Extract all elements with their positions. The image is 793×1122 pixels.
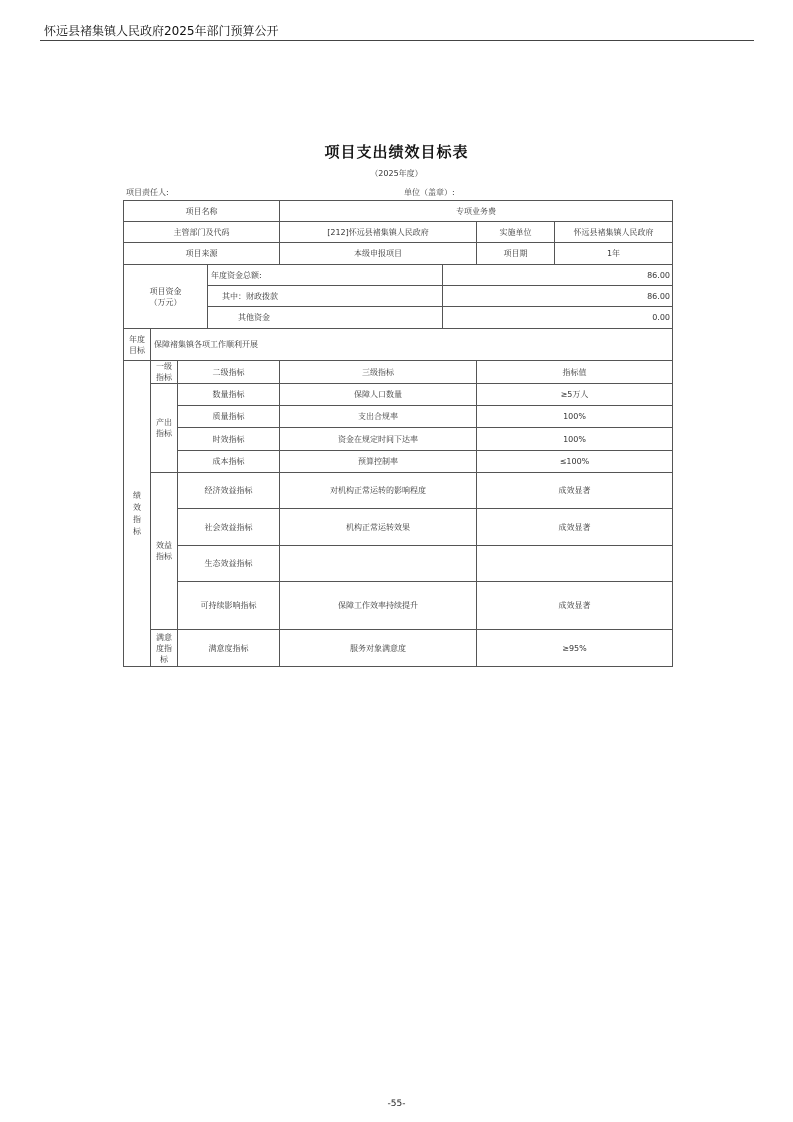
page-number: -55- bbox=[387, 1099, 406, 1109]
page-header-title: 怀远县褚集镇人民政府2025年部门预算公开 bbox=[44, 24, 279, 38]
table-row-sustainable-l2: 可持续影响指标 bbox=[178, 582, 280, 630]
funds-fiscal-value: 86.00 bbox=[443, 286, 673, 307]
responsible-person-label: 项目责任人: bbox=[126, 188, 169, 197]
project-funds-label bbox=[124, 265, 208, 329]
table-row-satisfaction-l2: 满意度指标 bbox=[178, 630, 280, 667]
table-row-social-value: 成效显著 bbox=[477, 509, 673, 546]
unit-seal-label: 单位（盖章）: bbox=[404, 188, 455, 197]
table-row-timeliness-l3: 资金在规定时间下达率 bbox=[280, 428, 477, 451]
table-row-cost-l3: 预算控制率 bbox=[280, 451, 477, 473]
table-row-cost-value: ≤100% bbox=[477, 451, 673, 473]
level1-header-text: 一级指标 bbox=[156, 362, 172, 382]
benefit-indicators-label-text: 效益指标 bbox=[156, 541, 172, 561]
annual-goal-label bbox=[124, 329, 151, 361]
benefit-indicators-label bbox=[151, 473, 178, 630]
project-period-label: 项目期 bbox=[477, 243, 555, 265]
funds-other-label: 其他资金 bbox=[208, 307, 443, 329]
level1-header bbox=[151, 361, 178, 384]
perf-indicators-label bbox=[124, 361, 151, 667]
dept-label: 主管部门及代码 bbox=[124, 222, 280, 243]
funds-other-value: 0.00 bbox=[443, 307, 673, 329]
table-row-quantity-value: ≥5万人 bbox=[477, 384, 673, 406]
satisfaction-indicators-label-text: 满意度指标 bbox=[156, 632, 172, 664]
table-row-sustainable-l3: 保障工作效率持续提升 bbox=[280, 582, 477, 630]
document-year: （2025年度） bbox=[370, 169, 423, 178]
value-header: 指标值 bbox=[477, 361, 673, 384]
table-row-timeliness-value: 100% bbox=[477, 428, 673, 451]
table-row-quality-l3: 支出合规率 bbox=[280, 406, 477, 428]
project-name-value: 专项业务费 bbox=[280, 201, 673, 222]
table-row-economic-value: 成效显著 bbox=[477, 473, 673, 509]
table-row-ecological-value bbox=[477, 546, 673, 582]
project-period-value: 1年 bbox=[555, 243, 673, 265]
funds-total-label: 年度资金总额: bbox=[208, 265, 443, 286]
table-row-quality-l2: 质量指标 bbox=[178, 406, 280, 428]
perf-indicators-label-text: 绩效指标 bbox=[133, 490, 141, 536]
table-row-cost-l2: 成本指标 bbox=[178, 451, 280, 473]
annual-goal-value: 保障褚集镇各项工作顺利开展 bbox=[151, 329, 673, 361]
table-row-satisfaction-l3: 服务对象满意度 bbox=[280, 630, 477, 667]
table-row-social-l3: 机构正常运转效果 bbox=[280, 509, 477, 546]
funds-total-value: 86.00 bbox=[443, 265, 673, 286]
output-indicators-label-text: 产出指标 bbox=[156, 418, 172, 438]
table-row-economic-l2: 经济效益指标 bbox=[178, 473, 280, 509]
annual-goal-label-text: 年度目标 bbox=[129, 334, 145, 355]
output-indicators-label bbox=[151, 384, 178, 473]
performance-target-table bbox=[123, 200, 673, 667]
impl-unit-label: 实施单位 bbox=[477, 222, 555, 243]
header-divider bbox=[40, 40, 754, 41]
table-row-quantity-l3: 保障人口数量 bbox=[280, 384, 477, 406]
table-row-social-l2: 社会效益指标 bbox=[178, 509, 280, 546]
project-source-label: 项目来源 bbox=[124, 243, 280, 265]
table-row-quantity-l2: 数量指标 bbox=[178, 384, 280, 406]
table-row-ecological-l3 bbox=[280, 546, 477, 582]
level3-header: 三级指标 bbox=[280, 361, 477, 384]
table-row-sustainable-value: 成效显著 bbox=[477, 582, 673, 630]
impl-unit-value: 怀远县褚集镇人民政府 bbox=[555, 222, 673, 243]
project-funds-label-text: 项目资金（万元） bbox=[149, 286, 182, 307]
project-name-label: 项目名称 bbox=[124, 201, 280, 222]
funds-fiscal-label: 其中：财政拨款 bbox=[208, 286, 443, 307]
table-row-quality-value: 100% bbox=[477, 406, 673, 428]
table-row-ecological-l2: 生态效益指标 bbox=[178, 546, 280, 582]
document-title: 项目支出绩效目标表 bbox=[324, 143, 469, 161]
dept-value: [212]怀远县褚集镇人民政府 bbox=[280, 222, 477, 243]
table-row-timeliness-l2: 时效指标 bbox=[178, 428, 280, 451]
satisfaction-indicators-label bbox=[151, 630, 178, 667]
table-row-economic-l3: 对机构正常运转的影响程度 bbox=[280, 473, 477, 509]
table-row-satisfaction-value: ≥95% bbox=[477, 630, 673, 667]
project-source-value: 本级申报项目 bbox=[280, 243, 477, 265]
level2-header: 二级指标 bbox=[178, 361, 280, 384]
